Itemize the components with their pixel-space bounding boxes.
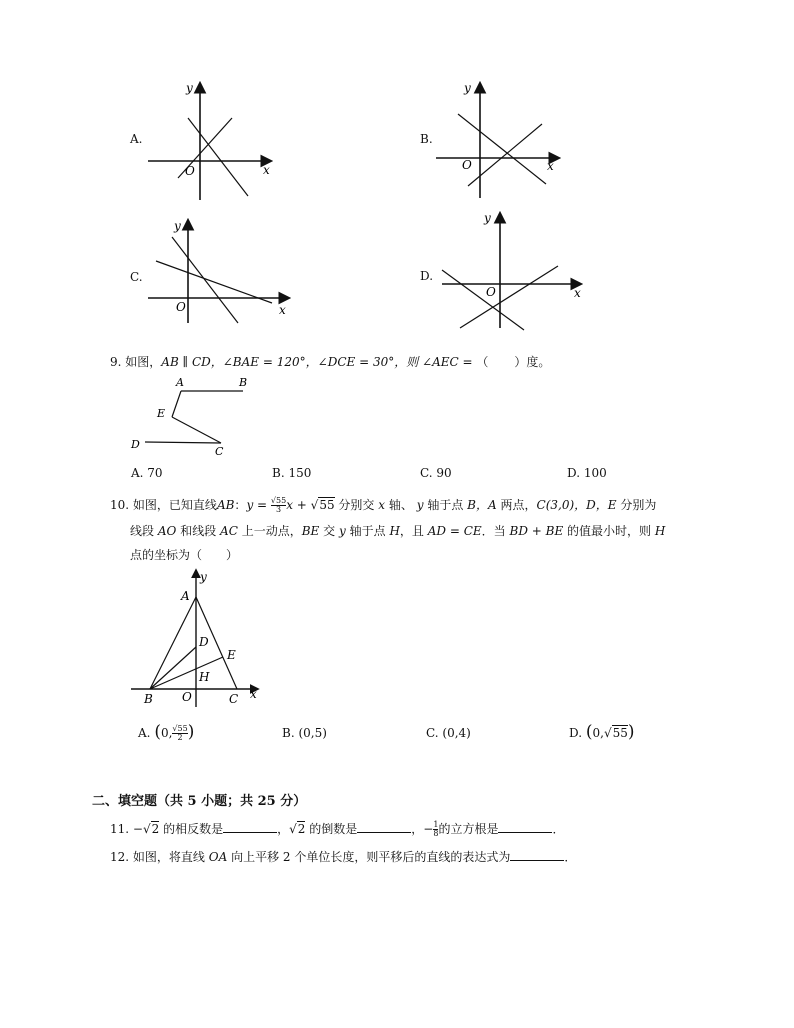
q10-text: ，且 xyxy=(399,524,424,538)
label-a: A xyxy=(181,589,190,603)
q9-stem-suffix: ）度。 xyxy=(514,355,551,369)
q10-math: y xyxy=(338,524,346,538)
q10-math: AC xyxy=(220,524,238,538)
q10-text: 轴于点 xyxy=(349,524,386,538)
q10-math: x + xyxy=(286,498,307,512)
line-2 xyxy=(156,261,272,303)
q8-graph-d xyxy=(420,208,590,333)
paren-close: ) xyxy=(187,722,195,742)
q10-math: y = xyxy=(246,498,268,512)
q8-option-c xyxy=(130,215,295,327)
section-2-title: 二、填空题（共 5 小题；共 25 分） xyxy=(92,794,307,809)
y-label: y xyxy=(484,211,491,225)
q8-option-c-letter: C. xyxy=(130,270,143,284)
segment-ae xyxy=(172,391,181,417)
q9-stem xyxy=(110,353,550,370)
frac-num: 1 xyxy=(433,820,439,829)
q9-stem-math: AB ∥ CD，∠BAE = 120°，∠DCE = 30°，则 ∠AEC = xyxy=(161,355,473,369)
q12 xyxy=(110,848,576,865)
q10-text: 分别交 xyxy=(338,498,375,512)
q10-text: 轴、 xyxy=(388,498,413,512)
q11-blank-3[interactable] xyxy=(498,820,552,833)
paren-open: ( xyxy=(585,722,593,742)
label-h: H xyxy=(199,670,210,684)
q9-number: 9. xyxy=(110,355,122,369)
q10-text: 的值最小时，则 xyxy=(567,524,652,538)
segment-bd xyxy=(150,647,196,689)
q10-math: B，A xyxy=(467,498,497,512)
segment-ab xyxy=(150,597,196,689)
q8-option-d-letter: D. xyxy=(420,269,434,283)
frac-den: 2 xyxy=(177,733,183,742)
q9-stem-prefix: 如图， xyxy=(125,355,162,369)
label-o: O xyxy=(182,690,192,704)
paren-open: ( xyxy=(154,722,161,742)
label-d: D xyxy=(199,635,209,649)
q11-blank-2[interactable] xyxy=(357,820,411,833)
frac-den: 8 xyxy=(433,829,439,838)
label-x: x xyxy=(250,687,257,701)
q11-number: 11. xyxy=(110,822,130,836)
q12-number: 12. xyxy=(110,850,130,864)
segment-be xyxy=(150,657,223,689)
y-label: y xyxy=(186,81,193,95)
q12-blank[interactable] xyxy=(510,848,564,861)
origin-label: O xyxy=(462,158,472,172)
q10-line-1: 10. 如图，已知直线AB：y = $\frac{√55}{3}$ x + √55 分别交 x 轴、 y 轴于点 B，A 两点，C(3,0)，D，E 分别为 xyxy=(110,496,657,514)
x-label: x xyxy=(279,303,286,317)
q10-option-d-letter: D. xyxy=(569,726,583,740)
q10-option-a[interactable] xyxy=(138,722,194,742)
q10-option-d-sqrt: 55 xyxy=(612,726,628,740)
q8-graph-a xyxy=(130,78,290,203)
q10-line-2 xyxy=(130,522,665,539)
q11-text: 的立方根是 xyxy=(438,822,499,836)
q9-option-c[interactable]: C. 90 xyxy=(420,466,452,480)
q10-option-a-fraction xyxy=(172,725,187,742)
q10-text: ： xyxy=(234,498,247,512)
q10-text: 轴于点 xyxy=(427,498,464,512)
q10-math: H xyxy=(654,524,666,538)
q8-option-b xyxy=(420,78,580,203)
label-b: B xyxy=(144,692,153,706)
q11-text: ，− xyxy=(411,822,434,836)
q9-paren-open: （ xyxy=(476,355,489,369)
q12-text: ． xyxy=(564,850,577,864)
q10-math: x xyxy=(378,498,386,512)
q9-option-a[interactable]: A. 70 xyxy=(131,466,163,480)
q10-math: AO xyxy=(157,524,177,538)
q10-figure xyxy=(125,567,265,709)
label-c: C xyxy=(229,692,239,706)
paren-close: ) xyxy=(627,722,635,742)
q11-sqrt: 2 xyxy=(297,822,306,836)
q10-math: BD + BE xyxy=(509,524,564,538)
q12-math: OA xyxy=(208,850,228,864)
q11-blank-1[interactable] xyxy=(223,820,277,833)
frac-num: √55 xyxy=(172,724,188,733)
q10-option-d[interactable]: D. (0,√55) xyxy=(569,722,635,742)
label-b: B xyxy=(239,376,248,389)
q10-line-3: 点的坐标为（ ） xyxy=(130,548,239,562)
q10-sqrt: 55 xyxy=(319,498,335,512)
line-2 xyxy=(468,124,542,186)
q10-text: 分别为 xyxy=(620,498,657,512)
q10-text: ．当 xyxy=(481,524,506,538)
line-1 xyxy=(442,270,524,330)
q8-option-a xyxy=(130,78,290,203)
q10-option-d-pre: 0, xyxy=(592,726,604,740)
q8-option-a-letter: A. xyxy=(130,132,143,146)
q10-text: 交 xyxy=(323,524,336,538)
q11-text: ． xyxy=(552,822,565,836)
q10-math: y xyxy=(416,498,424,512)
label-a: A xyxy=(176,376,184,389)
q9-option-b[interactable]: B. 150 xyxy=(272,466,312,480)
q10-math: C(3,0)，D，E xyxy=(536,498,617,512)
q10-math: H xyxy=(389,524,400,538)
q10-text: 线段 xyxy=(130,524,155,538)
q9-figure xyxy=(125,373,260,458)
q11: 11. −√2 的相反数是 ，√2 的倒数是 ，− $\frac{1}{8}$ 的立方根是 ． xyxy=(110,820,565,838)
x-label: x xyxy=(263,163,270,177)
q11-text: ， xyxy=(277,822,290,836)
line-1 xyxy=(458,114,546,184)
q10-number: 10. xyxy=(110,498,130,512)
q12-text: 向上平移 2 个单位长度，则平移后的直线的表达式为 xyxy=(231,850,511,864)
q8-option-d xyxy=(420,208,590,333)
label-e: E xyxy=(157,407,166,420)
q10-frac-den: 3 xyxy=(276,505,282,514)
label-c: C xyxy=(215,445,224,458)
origin-label: O xyxy=(185,164,195,178)
origin-label: O xyxy=(486,285,496,299)
x-label: x xyxy=(574,286,581,300)
q10-frac-num: √55 xyxy=(270,496,287,505)
label-e: E xyxy=(227,648,236,662)
y-label: y xyxy=(174,219,181,233)
q11-text: 的倒数是 xyxy=(309,822,358,836)
label-y: y xyxy=(200,570,207,584)
x-label: x xyxy=(547,159,554,173)
q10-text: 和线段 xyxy=(180,524,217,538)
q8-graph-c xyxy=(130,215,295,327)
q10-text: 两点， xyxy=(500,498,537,512)
q10-option-a-letter: A. xyxy=(138,726,151,740)
q10-math: BE xyxy=(301,524,320,538)
segment-ec xyxy=(172,417,221,443)
y-label: y xyxy=(464,81,471,95)
q10-text: 上一动点， xyxy=(241,524,302,538)
q10-option-a-pre: 0, xyxy=(160,726,173,740)
q9-option-d[interactable]: D. 100 xyxy=(567,466,607,480)
q10-option-b[interactable]: B. (0,5) xyxy=(282,726,327,740)
q10-fraction xyxy=(271,497,286,514)
q11-text: 的相反数是 xyxy=(163,822,224,836)
q8-option-b-letter: B. xyxy=(420,132,433,146)
q12-text: 如图，将直线 xyxy=(132,850,205,864)
segment-dc xyxy=(145,442,221,443)
q8-graph-b xyxy=(420,78,580,203)
q11-sqrt: 2 xyxy=(151,822,160,836)
q11-text: − xyxy=(132,822,143,836)
label-d: D xyxy=(131,438,140,451)
q10-math: AB xyxy=(216,498,235,512)
q10-text: 如图，已知直线 xyxy=(132,498,217,512)
origin-label: O xyxy=(176,300,186,314)
q10-option-c[interactable]: C. (0,4) xyxy=(426,726,471,740)
q10-math: AD = CE xyxy=(427,524,482,538)
